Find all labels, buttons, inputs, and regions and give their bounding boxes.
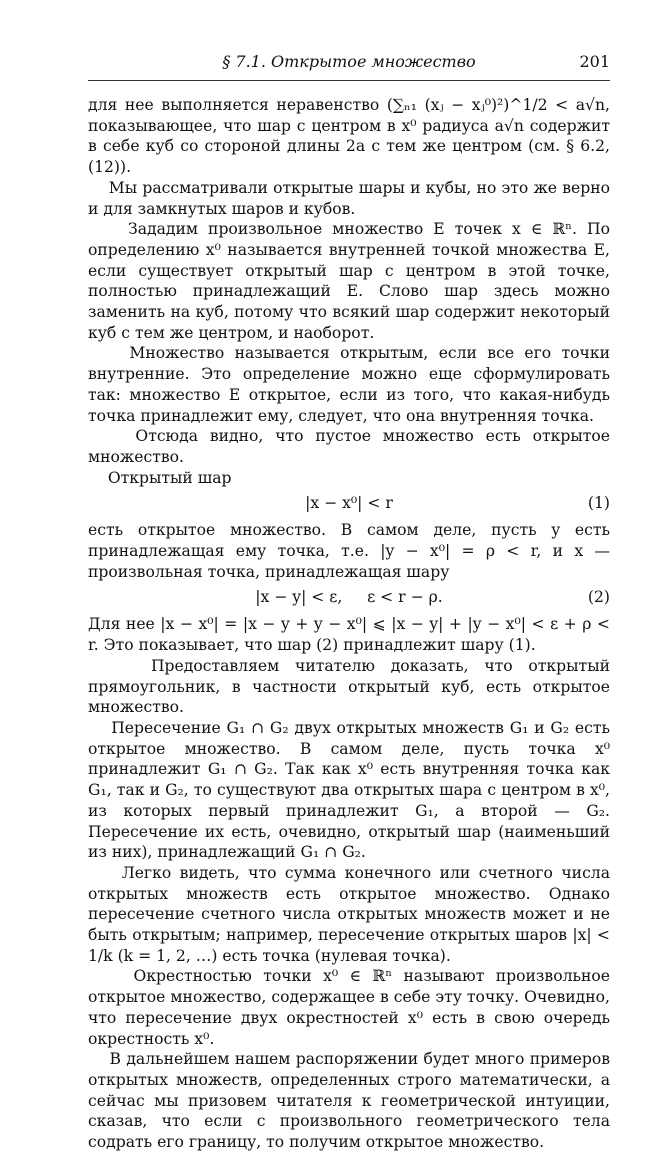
paragraph: Мы рассматривали открытые шары и кубы, но это же верно и для замкнутых шаров и кубов. bbox=[88, 178, 615, 218]
running-header bbox=[88, 52, 610, 74]
page-number: 201 bbox=[579, 52, 610, 71]
paragraph: для нее выполняется неравенство (∑ₙ₁ (xⱼ − xⱼ⁰)²)^1/2 < a√n, показывающее, что шар с центром в x⁰ радиуса a√n содержит в себе куб со стороной длины 2a с тем же центром (см. § 6.2, (12)). bbox=[88, 96, 615, 177]
paragraph: Для нее |x − x⁰| = |x − y + y − x⁰| ⩽ |x − y| + |y − x⁰| < ε + ρ < r. Это показывает, что шар (2) принадлежит шару (1). bbox=[88, 615, 615, 655]
section-title: § 7.1. Открытое множество bbox=[222, 52, 476, 71]
paragraph: Легко видеть, что сумма конечного или счетного числа открытых множеств есть открытое множество. Однако пересечение счетного числа открытых множеств может и не быть открытым; например, пересечение открытых шаров |x| < 1/k (k = 1, 2, …) есть точка (нулевая точка). bbox=[88, 863, 615, 965]
paragraph: Зададим произвольное множество E точек x ∈ ℝⁿ. По определению x⁰ называется внутренней точкой множества E, если существует открытый шар с центром в этой точке, полностью принадлежащий E. Слово шар здесь можно заменить на куб, потому что всякий шар содержит некоторый куб с тем же центром, и наоборот. bbox=[88, 220, 615, 342]
paragraph: В дальнейшем нашем распоряжении будет много примеров открытых множеств, определенных строго математически, а сейчас мы призовем читателя к геометрической интуиции, сказав, что если с произвольного геометрического тела содрать его границу, то получим открытое множество. bbox=[88, 1050, 615, 1152]
equation-number: (1) bbox=[587, 494, 610, 513]
paragraph: Множество называется открытым, если все его точки внутренние. Это определение можно еще сформулировать так: множество E открытое, если из того, что какая-нибудь точка принадлежит ему, следует, что она внутренняя точка. bbox=[88, 344, 615, 425]
paragraph: Пересечение G₁ ∩ G₂ двух открытых множеств G₁ и G₂ есть открытое множество. В самом деле, пусть точка x⁰ принадлежит G₁ ∩ G₂. Так как x⁰ есть внутренняя точка как G₁, так и G₂, то существуют два открытых шара с центром в x⁰, из которых первый принадлежит G₁, а второй — G₂. Пересечение их есть, очевидно, открытый шар (наименьший из них), принадлежащий G₁ ∩ G₂. bbox=[88, 718, 615, 862]
main-text bbox=[88, 95, 615, 1153]
equation-number: (2) bbox=[587, 588, 610, 607]
paragraph: Окрестностью точки x⁰ ∈ ℝⁿ называют произвольное открытое множество, содержащее в себе эту точку. Очевидно, что пересечение двух окрестностей x⁰ есть в свою очередь окрестность x⁰. bbox=[88, 967, 615, 1048]
header-rule bbox=[88, 80, 610, 81]
equation-2 bbox=[88, 582, 610, 614]
paragraph: есть открытое множество. В самом деле, пусть y есть принадлежащая ему точка, т.е. |y − x⁰| = ρ < r, и x — произвольная точка, принадлежащая шару bbox=[88, 521, 610, 581]
paragraph: Предоставляем читателю доказать, что открытый прямоугольник, в частности открытый куб, есть открытое множество. bbox=[88, 656, 615, 717]
equation-formula: |x − y| < ε, ε < r − ρ. bbox=[255, 588, 443, 607]
equation-formula: |x − x⁰| < r bbox=[305, 494, 393, 513]
equation-1 bbox=[88, 488, 610, 520]
paragraph: Открытый шар bbox=[88, 468, 232, 487]
paragraph: Отсюда видно, что пустое множество есть открытое множество. bbox=[88, 427, 615, 466]
